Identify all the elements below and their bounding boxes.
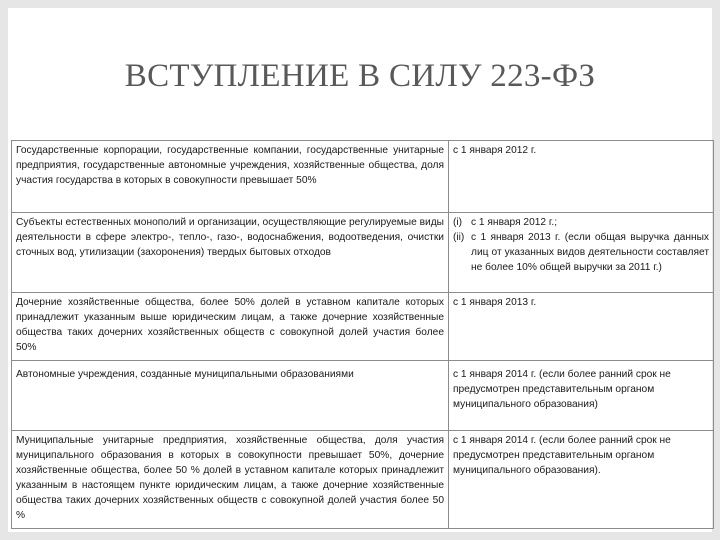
effective-dates-table <box>11 140 714 529</box>
subject-cell: Дочерние хозяйственные общества, более 50% долей в уставном капитале которых принадлежит указанным выше юридическим лицам, а также дочерние хозяйственные общества таких дочерних хозяйственных обществ с совокупной долей участия более 50% <box>12 293 449 361</box>
date-cell <box>449 213 714 293</box>
list-item <box>453 230 709 275</box>
list-item-text: с 1 января 2013 г. (если общая выручка данных лиц от указанных видов деятельности составляет не более 10% общей выручки за 2011 г.) <box>471 232 709 273</box>
date-cell: с 1 января 2014 г. (если более ранний срок не предусмотрен представительным органом муниципального образования) <box>449 361 714 431</box>
date-cell: с 1 января 2012 г. <box>449 141 714 213</box>
subject-cell: Государственные корпорации, государственные компании, государственные унитарные предприятия, государственные автономные учреждения, хозяйственные общества, доля участия государства в которых в совокупности превышает 50% <box>12 141 449 213</box>
table-row <box>12 213 714 293</box>
slide-title: ВСТУПЛЕНИЕ В СИЛУ 223-ФЗ <box>124 58 596 94</box>
date-cell: с 1 января 2013 г. <box>449 293 714 361</box>
subject-cell: Субъекты естественных монополий и организации, осуществляющие регулируемые виды деятельности в сфере электро-, тепло-, газо-, водоснабжения, водоотведения, очистки сточных вод, утилизации (захоронения) твердых бытовых отходов <box>12 213 449 293</box>
table-row <box>12 293 714 361</box>
subject-cell: Муниципальные унитарные предприятия, хозяйственные общества, доля участия муниципального образования в которых в совокупности превышает 50%, дочерние хозяйственные общества, более 50 % долей в уставном капитале которых принадлежит указанным в настоящем пункте юридическим лицам, а также дочерние хозяйственные общества таких дочерних хозяйственных обществ с совокупной долей участия более 50 % <box>12 431 449 529</box>
slide <box>8 8 712 532</box>
table-row <box>12 361 714 431</box>
date-list <box>453 215 709 275</box>
subject-cell: Автономные учреждения, созданные муниципальными образованиями <box>12 361 449 431</box>
table-row <box>12 431 714 529</box>
table-row <box>12 141 714 213</box>
list-item-number: (i) <box>453 217 463 228</box>
date-cell: с 1 января 2014 г. (если более ранний срок не предусмотрен представительным органом муниципального образования). <box>449 431 714 529</box>
list-item-text: с 1 января 2012 г.; <box>471 217 558 228</box>
list-item <box>453 215 709 230</box>
list-item-number: (ii) <box>453 232 465 243</box>
